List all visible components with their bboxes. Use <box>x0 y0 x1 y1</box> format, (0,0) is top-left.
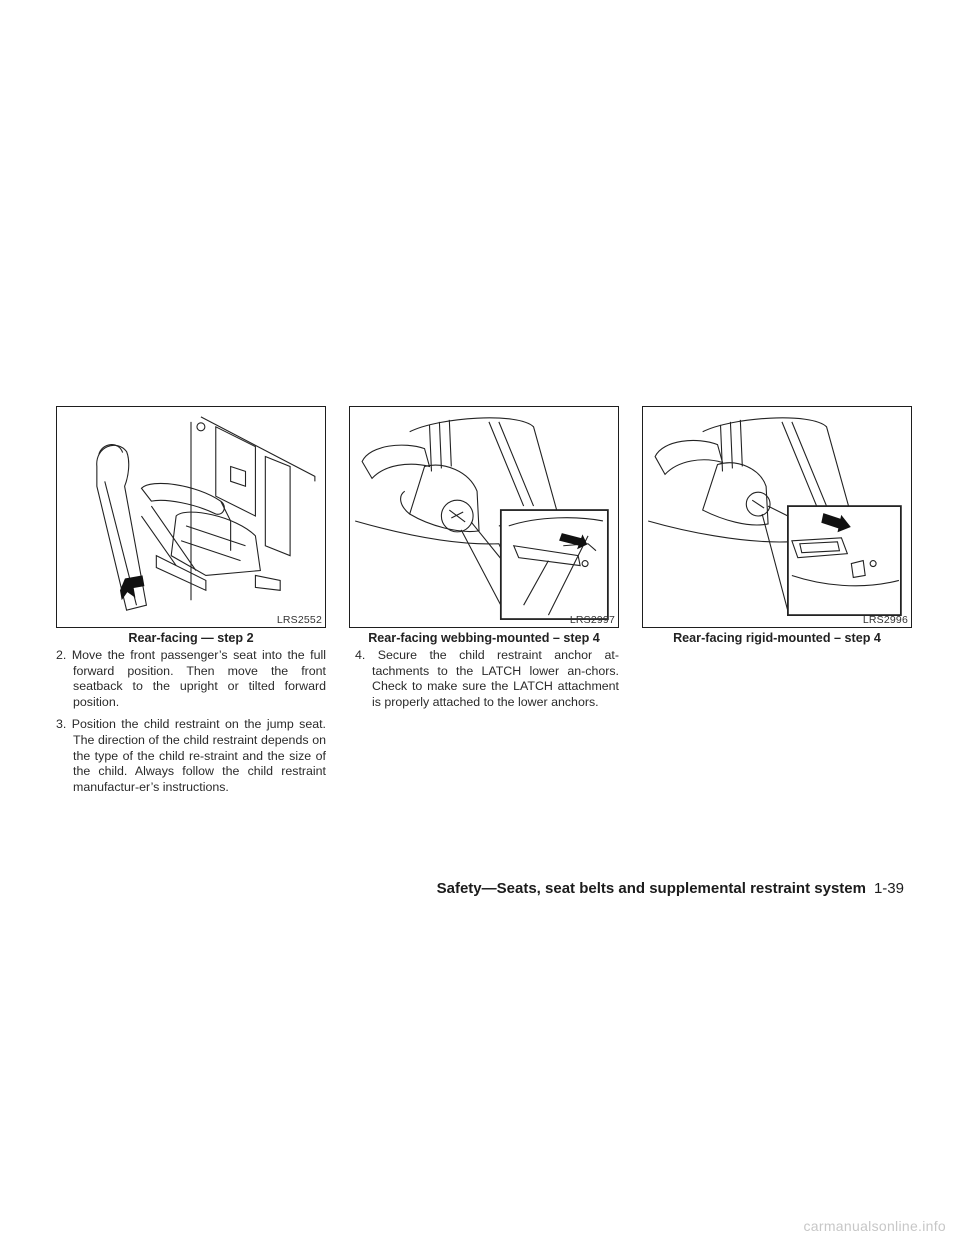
page-number: 1-39 <box>873 880 904 897</box>
figure-rear-facing-step-2 <box>56 406 326 628</box>
figure-caption-rigid-mounted: Rear-facing rigid-mounted – step 4 <box>673 631 881 645</box>
figure-code: LRS2997 <box>569 614 615 626</box>
step-4: 4. Secure the child restraint anchor at-tachments to the LATCH lower an-chors. Check to make sure the LATCH attachment is properly attached to the lower anchors. <box>355 648 619 709</box>
figure-webbing-mounted-step-4 <box>349 406 619 628</box>
figure-code: LRS2996 <box>862 614 908 626</box>
page-footer <box>437 880 904 897</box>
webbing-mounted-illustration <box>350 407 618 627</box>
section-title: Safety—Seats, seat belts and supplemental restraint system <box>436 880 866 897</box>
watermark: carmanualsonline.info <box>803 1218 946 1234</box>
figure-caption-webbing-mounted: Rear-facing webbing-mounted – step 4 <box>368 631 600 645</box>
figure-rigid-mounted-step-4 <box>642 406 912 628</box>
figure-code: LRS2552 <box>276 614 322 626</box>
figure-caption-step-2: Rear-facing — step 2 <box>128 631 254 645</box>
rear-facing-step-2-illustration <box>57 407 325 627</box>
step-3: 3. Position the child restraint on the jump seat. The direction of the child restraint depends on the type of the child re-straint and the size of the child. Always follow the child restraint manufactur-er’s instructions. <box>56 717 326 794</box>
step-2: 2. Move the front passenger’s seat into the full forward position. Then move the front seatback to the upright or tilted forward position. <box>56 648 326 709</box>
rigid-mounted-illustration <box>643 407 911 627</box>
instructions-column-2 <box>355 648 619 717</box>
instructions-column-1 <box>56 648 326 802</box>
